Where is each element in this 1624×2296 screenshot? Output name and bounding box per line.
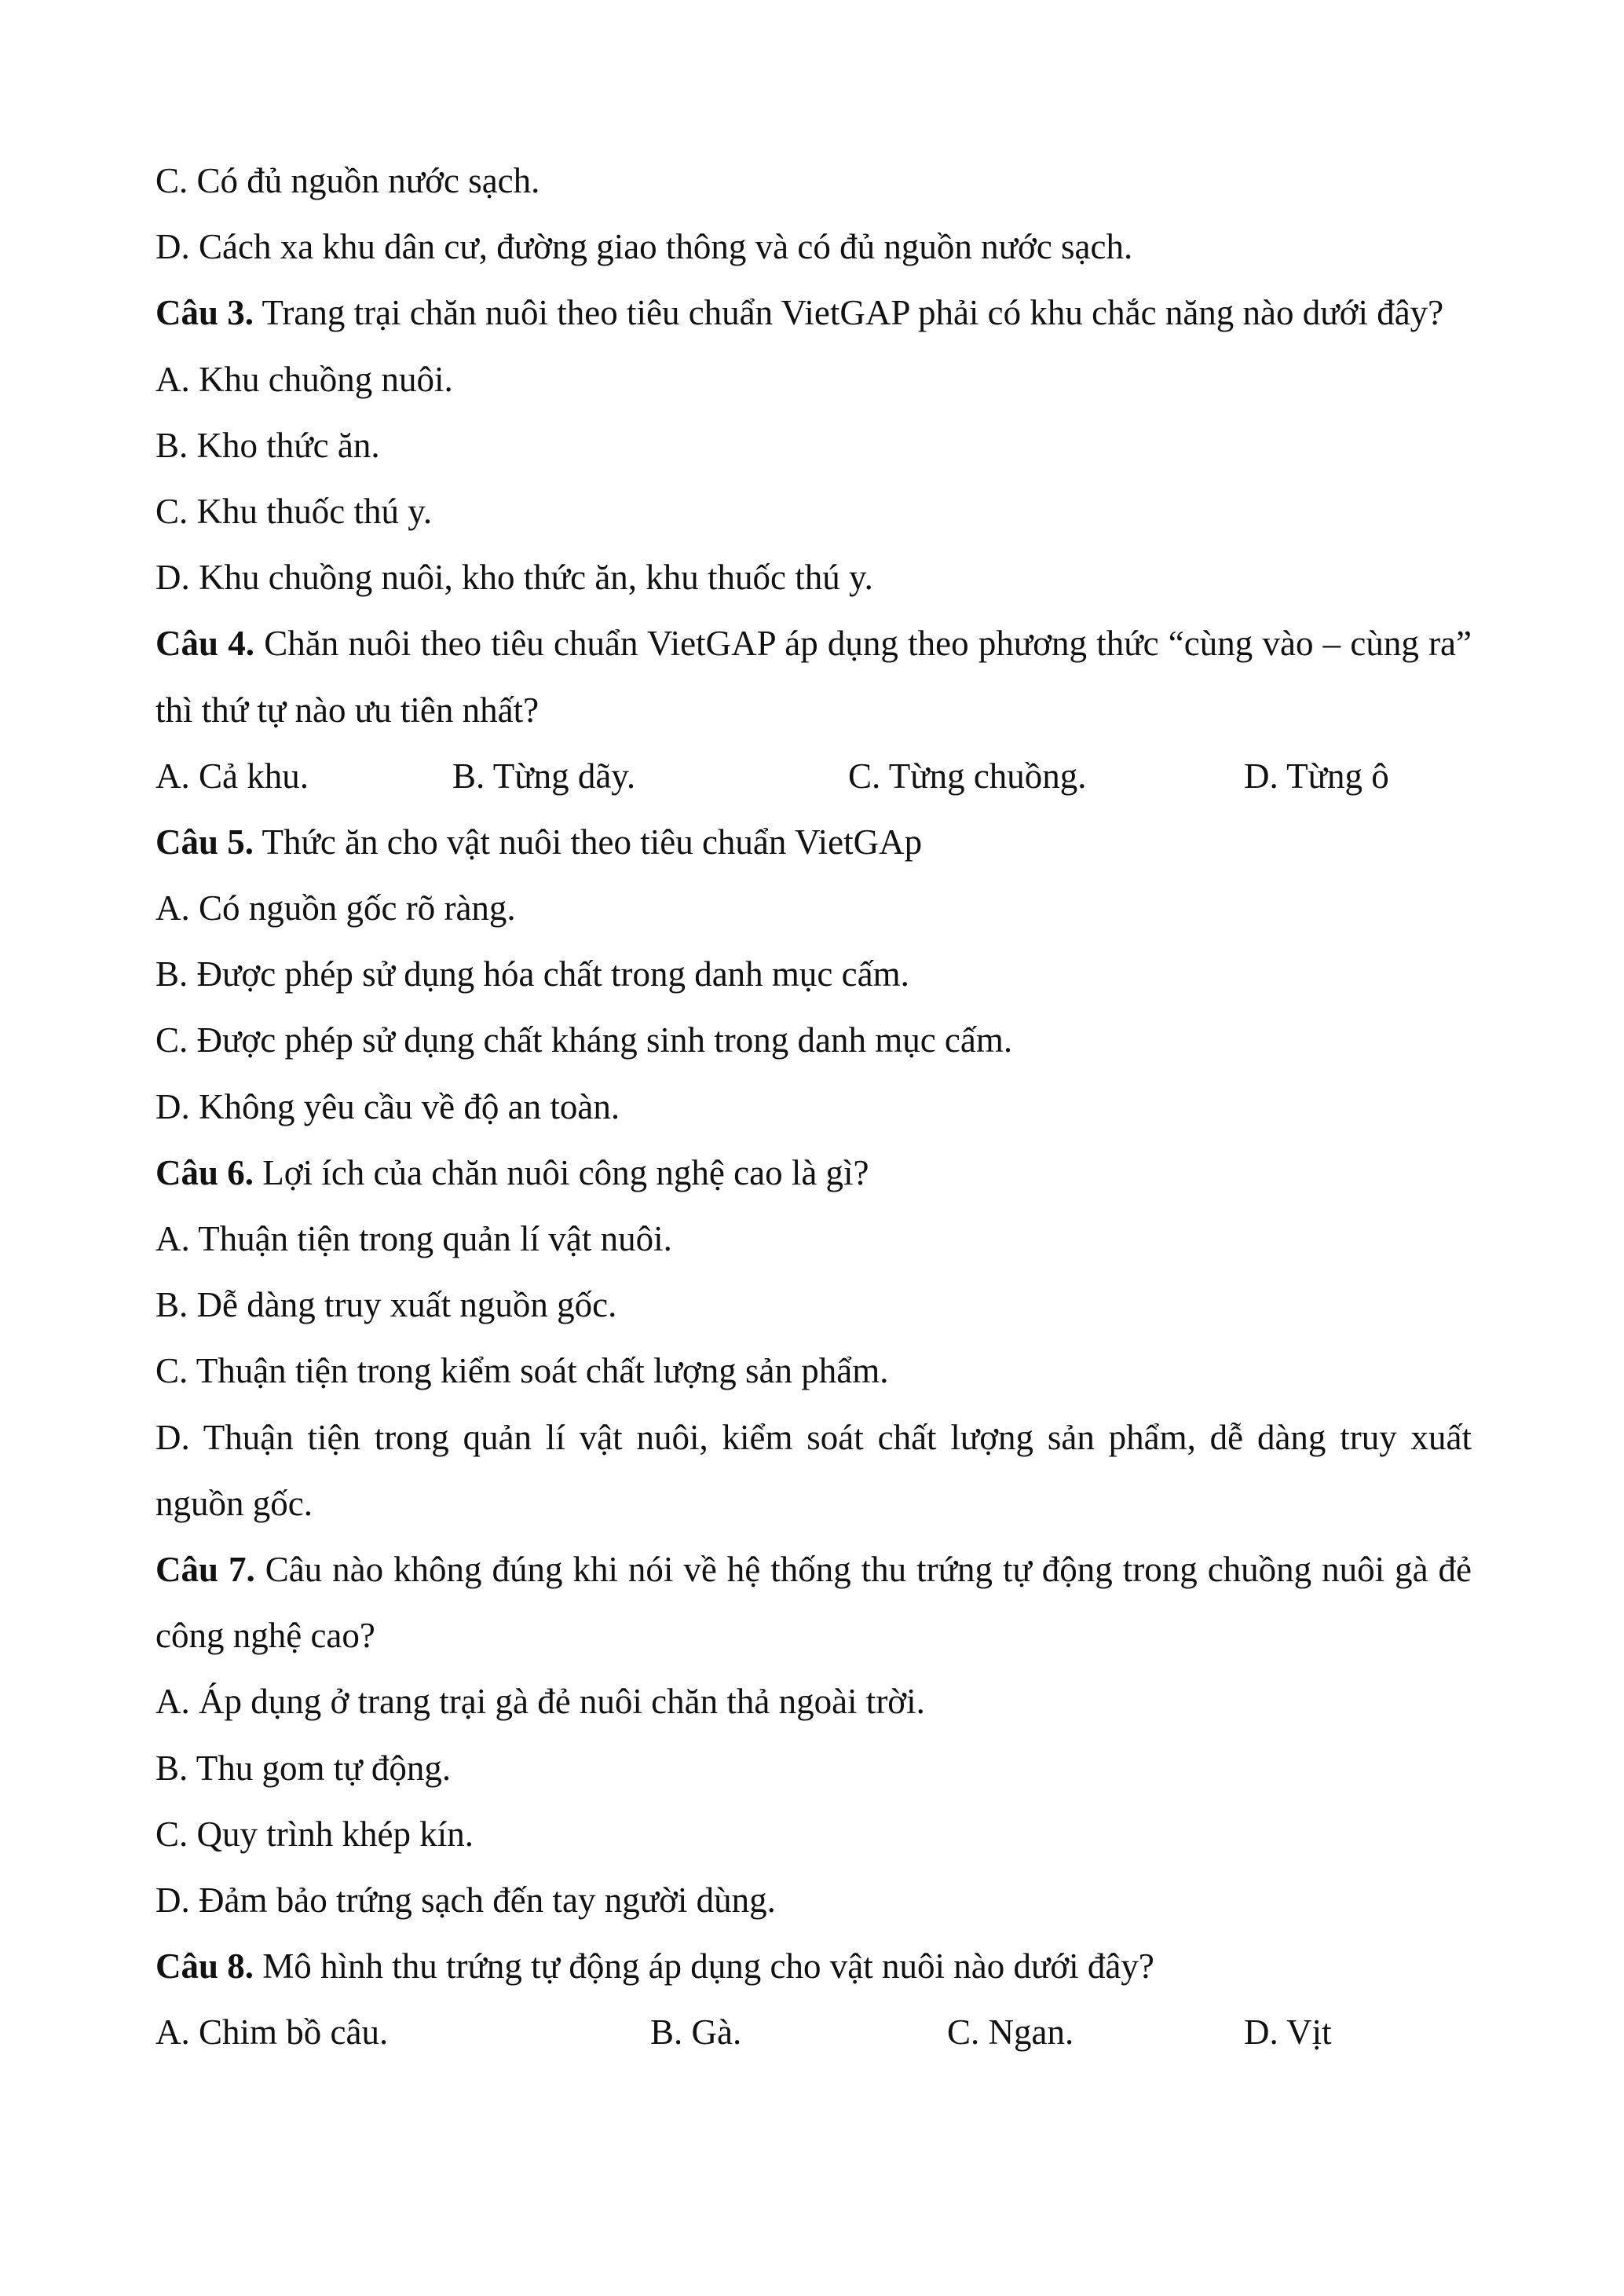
question-4-number: Câu 4. <box>155 624 254 664</box>
option-6b: B. Dễ dàng truy xuất nguồn gốc. <box>155 1285 617 1325</box>
option-3c: C. Khu thuốc thú y. <box>155 491 433 531</box>
option-8c: C. Ngan. <box>947 2012 1074 2052</box>
question-5-text: Thức ăn cho vật nuôi theo tiêu chuẩn VietGAp <box>254 822 923 862</box>
option-6a: A. Thuận tiện trong quản lí vật nuôi. <box>155 1219 672 1259</box>
option-2d: D. Cách xa khu dân cư, đường giao thông và có đủ nguồn nước sạch. <box>155 227 1133 267</box>
option-7b: B. Thu gom tự động. <box>155 1748 452 1788</box>
question-8-options-row <box>155 1999 1472 2065</box>
option-5b: B. Được phép sử dụng hóa chất trong danh mục cấm. <box>155 954 909 994</box>
option-6c: C. Thuận tiện trong kiểm soát chất lượng sản phẩm. <box>155 1351 889 1391</box>
question-8-text: Mô hình thu trứng tự động áp dụng cho vật nuôi nào dưới đây? <box>254 1946 1154 1987</box>
question-6-text: Lợi ích của chăn nuôi công nghệ cao là gì? <box>254 1152 869 1192</box>
document-page <box>155 148 1472 2066</box>
question-5-stem <box>155 809 1472 875</box>
question-3 <box>155 280 1472 610</box>
option-7a: A. Áp dụng ở trang trại gà đẻ nuôi chăn thả ngoài trời. <box>155 1682 925 1722</box>
option-4d: D. Từng ô <box>1244 756 1389 796</box>
option-4b: B. Từng dãy. <box>452 756 636 796</box>
question-3-stem <box>155 280 1472 346</box>
question-4-text: Chăn nuôi theo tiêu chuẩn VietGAP áp dụng theo phương thức “cùng vào – cùng ra” thì thứ tự nào ưu tiên nhất? <box>155 624 1472 730</box>
question-4-options-row <box>155 743 1472 809</box>
question-3-number: Câu 3. <box>155 293 254 333</box>
question-7-number: Câu 7. <box>155 1550 255 1590</box>
option-4a: A. Cả khu. <box>155 756 309 796</box>
question-8 <box>155 1933 1472 2065</box>
option-3a: A. Khu chuồng nuôi. <box>155 359 453 399</box>
option-7c: C. Quy trình khép kín. <box>155 1814 474 1854</box>
question-6-number: Câu 6. <box>155 1152 254 1192</box>
question-5 <box>155 809 1472 1140</box>
question-8-number: Câu 8. <box>155 1946 254 1987</box>
question-7-stem <box>155 1536 1472 1668</box>
option-6d: D. Thuận tiện trong quản lí vật nuôi, kiểm soát chất lượng sản phẩm, dễ dàng truy xuất nguồn gốc. <box>155 1417 1472 1523</box>
option-4c: C. Từng chuồng. <box>848 756 1087 796</box>
question-4-stem <box>155 610 1472 742</box>
question-3-text: Trang trại chăn nuôi theo tiêu chuẩn VietGAP phải có khu chắc năng nào dưới đây? <box>254 293 1444 333</box>
option-3b: B. Kho thức ăn. <box>155 425 380 465</box>
option-8a: A. Chim bồ câu. <box>155 2012 389 2052</box>
question-2-options <box>155 148 1472 280</box>
option-7d: D. Đảm bảo trứng sạch đến tay người dùng. <box>155 1880 776 1920</box>
question-7-text: Câu nào không đúng khi nói về hệ thống thu trứng tự động trong chuồng nuôi gà đẻ công nghệ cao? <box>155 1550 1472 1656</box>
option-2c: C. Có đủ nguồn nước sạch. <box>155 161 540 200</box>
question-6 <box>155 1140 1472 1536</box>
question-5-number: Câu 5. <box>155 822 254 862</box>
option-5d: D. Không yêu cầu về độ an toàn. <box>155 1086 620 1126</box>
option-3d: D. Khu chuồng nuôi, kho thức ăn, khu thuốc thú y. <box>155 558 873 598</box>
option-5a: A. Có nguồn gốc rõ ràng. <box>155 888 516 928</box>
question-8-stem <box>155 1933 1472 1999</box>
question-4 <box>155 610 1472 809</box>
option-8d: D. Vịt <box>1244 2012 1332 2052</box>
question-6-stem <box>155 1140 1472 1206</box>
option-8b: B. Gà. <box>650 2012 742 2052</box>
option-5c: C. Được phép sử dụng chất kháng sinh trong danh mục cấm. <box>155 1020 1013 1060</box>
question-7 <box>155 1536 1472 1933</box>
